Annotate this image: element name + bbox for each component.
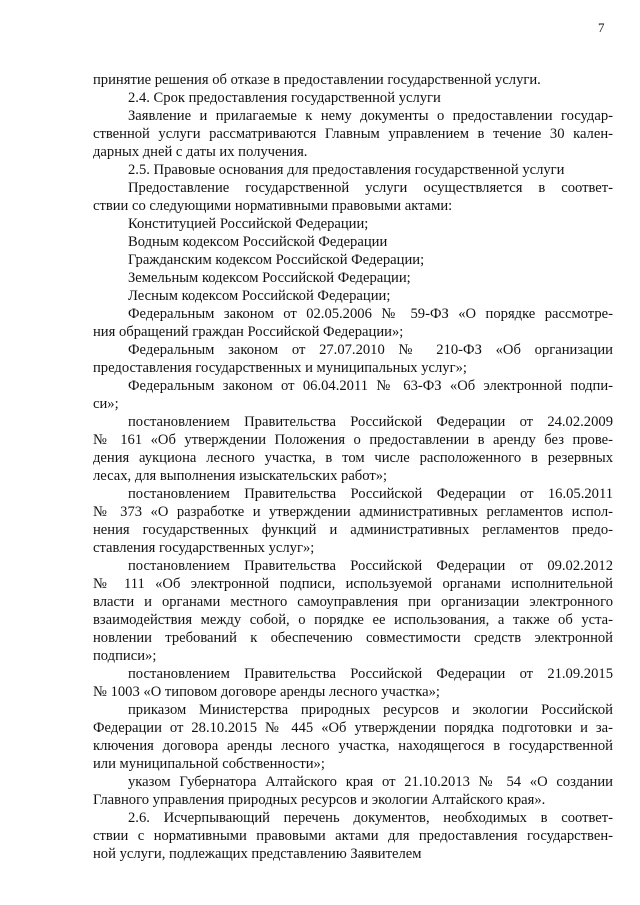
text-line: № 161 «Об утверждении Положения о предоставлении в аренду без прове- (93, 432, 613, 448)
text-line: дения аукциона лесного участка, в том числе расположенного в резервных (93, 450, 613, 466)
list-item: постановлением Правительства Российской Федерации от 21.09.2015 (128, 666, 613, 682)
text-line: или муниципальной собственности»; (93, 756, 325, 772)
list-item: приказом Министерства природных ресурсов и экологии Российской (128, 702, 613, 718)
text-line: лесах, для выполнения изыскательских работ»; (93, 468, 388, 484)
list-item: постановлением Правительства Российской Федерации от 09.02.2012 (128, 558, 613, 574)
text-line: Заявление и прилагаемые к нему документы о предоставлении государ- (128, 108, 613, 124)
section-heading: 2.5. Правовые основания для предоставления государственной услуги (128, 162, 565, 178)
text-line: подписи»; (93, 648, 157, 664)
text-line: № 373 «О разработке и утверждении административных регламентов испол- (93, 504, 613, 520)
text-line: нения государственных функций и административных регламентов предо- (93, 522, 613, 538)
list-item: Федеральным законом от 02.05.2006 № 59-ФЗ «О порядке рассмотре- (128, 306, 613, 322)
list-item: указом Губернатора Алтайского края от 21.10.2013 № 54 «О создании (128, 774, 613, 790)
text-line: Главного управления природных ресурсов и экологии Алтайского края». (93, 792, 546, 808)
list-item: Федеральным законом от 27.07.2010 № 210-ФЗ «Об организации (128, 342, 613, 358)
text-line: дарных дней с даты их получения. (93, 144, 308, 160)
list-item: Федеральным законом от 06.04.2011 № 63-ФЗ «Об электронной подпи- (128, 378, 613, 394)
text-line: № 1003 «О типовом договоре аренды лесного участка»; (93, 684, 440, 700)
text-line: новлении требований к обеспечению совместимости средств электронной (93, 630, 613, 646)
section-heading: 2.4. Срок предоставления государственной услуги (128, 90, 441, 106)
list-item: Конституцией Российской Федерации; (128, 216, 369, 232)
list-item: Водным кодексом Российской Федерации (128, 234, 388, 250)
list-item: Лесным кодексом Российской Федерации; (128, 288, 391, 304)
text-line: Предоставление государственной услуги осуществляется в соответ- (128, 180, 613, 196)
text-line: ствии со следующими нормативными правовыми актами: (93, 198, 453, 214)
text-line: № 111 «Об электронной подписи, используемой органами исполнительной (93, 576, 613, 592)
text-line: взаимодействия между собой, о порядке ее использования, а также об уста- (93, 612, 613, 628)
text-line: ставления государственных услуг»; (93, 540, 315, 556)
text-line: ствии с нормативными правовыми актами для предоставления государствен- (93, 828, 613, 844)
text-line: предоставления государственных и муниципальных услуг»; (93, 360, 467, 376)
text-line: си»; (93, 396, 119, 412)
list-item: постановлением Правительства Российской Федерации от 24.02.2009 (128, 414, 613, 430)
text-line: ключения договора аренды лесного участка, находящегося в государственной (93, 738, 613, 754)
list-item: постановлением Правительства Российской Федерации от 16.05.2011 (128, 486, 613, 502)
section-heading: 2.6. Исчерпывающий перечень документов, необходимых в соответ- (128, 810, 613, 826)
list-item: Гражданским кодексом Российской Федерации; (128, 252, 425, 268)
text-line: Федерации от 28.10.2015 № 445 «Об утверждении порядка подготовки и за- (93, 720, 613, 736)
text-line: ственной услуги рассматриваются Главным управлением в течение 30 кален- (93, 126, 613, 142)
text-line: ной услуги, подлежащих представлению Заявителем (93, 846, 422, 862)
list-item: Земельным кодексом Российской Федерации; (128, 270, 411, 286)
text-line: ния обращений граждан Российской Федерации»; (93, 324, 404, 340)
text-line: принятие решения об отказе в предоставлении государственной услуги. (93, 72, 541, 88)
page-number: 7 (598, 20, 605, 35)
text-line: власти и органами местного самоуправления при организации электронного (93, 594, 613, 610)
